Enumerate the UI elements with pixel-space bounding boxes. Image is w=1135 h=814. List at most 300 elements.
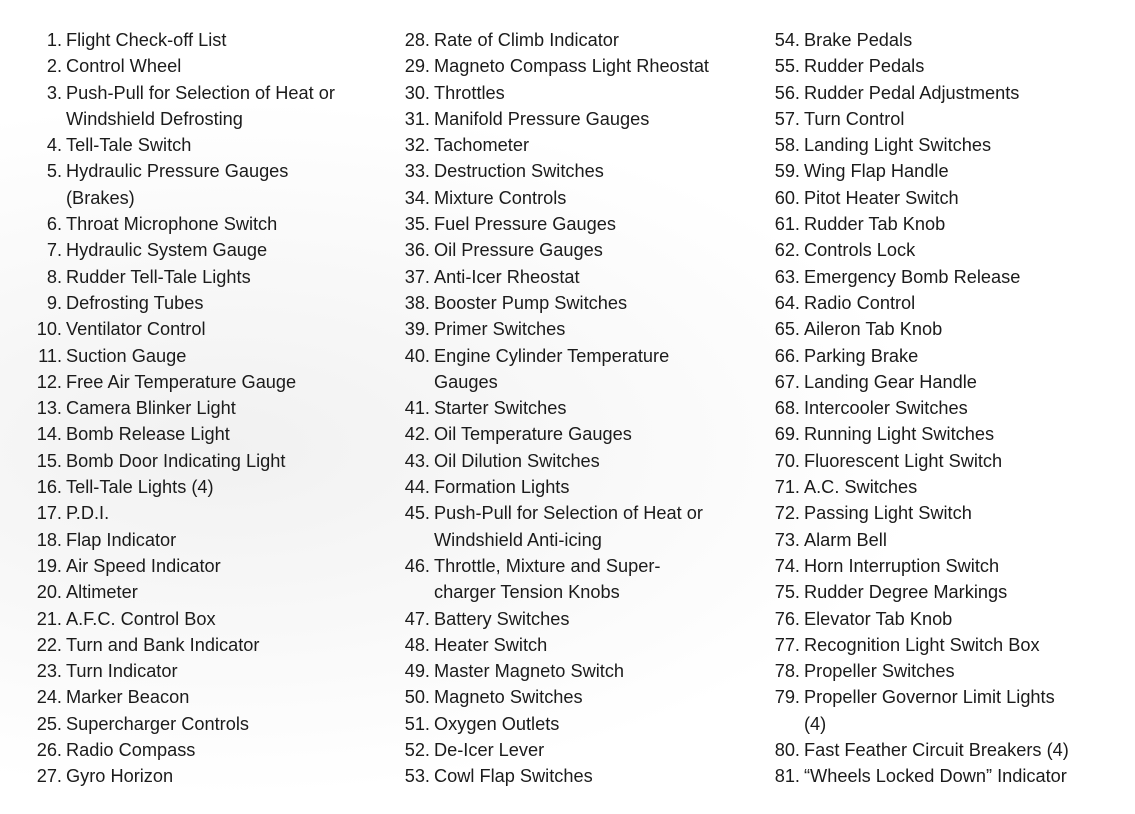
legend-item-number: 26.: [36, 740, 62, 761]
legend-item-label-line: Fluorescent Light Switch: [804, 450, 1003, 471]
legend-item-number: 42.: [404, 424, 430, 445]
legend-item: [22, 421, 382, 447]
legend-item-number: 38.: [404, 292, 430, 313]
legend-item: [760, 369, 1130, 395]
legend-item-label: [434, 500, 703, 553]
legend-item: [760, 421, 1130, 447]
legend-item: [390, 237, 755, 263]
legend-item-label-line: Radio Compass: [66, 740, 196, 761]
legend-item: [390, 763, 755, 789]
legend-item-number: 78.: [774, 661, 800, 682]
legend-item-label: [66, 343, 186, 369]
legend-item-label-line: Marker Beacon: [66, 687, 190, 708]
legend-item-label-line: Propeller Switches: [804, 661, 955, 682]
legend-item-label: [804, 211, 945, 237]
legend-item-number: 37.: [404, 266, 430, 287]
legend-item-number: 57.: [774, 108, 800, 129]
legend-item: [390, 395, 755, 421]
legend-item-label: [434, 316, 565, 342]
legend-item-label: [804, 369, 977, 395]
legend-item-label-line: Throttle, Mixture and Super-: [434, 555, 661, 576]
legend-item-label-line: Starter Switches: [434, 398, 567, 419]
legend-item-label: [66, 553, 221, 579]
legend-item-number: 8.: [46, 266, 62, 287]
legend-item-label: [434, 27, 619, 53]
legend-item-label-line: Tell-Tale Lights (4): [66, 477, 214, 498]
legend-item-label: [434, 53, 709, 79]
legend-item-number: 25.: [36, 713, 62, 734]
legend-item: [22, 158, 382, 211]
legend-item-label: [66, 53, 181, 79]
legend-item-number: 31.: [404, 108, 430, 129]
legend-item-number: 7.: [46, 240, 62, 261]
legend-item: [22, 553, 382, 579]
legend-item-label-line: Landing Light Switches: [804, 135, 992, 156]
legend-item-label: [434, 158, 604, 184]
legend-item-number: 20.: [36, 582, 62, 603]
legend-item: [22, 658, 382, 684]
legend-item-number: 50.: [404, 687, 430, 708]
legend-item-label: [804, 343, 918, 369]
legend-item-label: [804, 106, 904, 132]
legend-item-number: 17.: [36, 503, 62, 524]
legend-item-label-line: Aileron Tab Knob: [804, 319, 943, 340]
legend-item-number: 39.: [404, 319, 430, 340]
legend-item-label-line: Mixture Controls: [434, 187, 567, 208]
legend-item: [760, 632, 1130, 658]
legend-item-label: [434, 632, 547, 658]
legend-item-label: [804, 27, 912, 53]
legend-item-number: 71.: [774, 477, 800, 498]
legend-item-number: 45.: [404, 503, 430, 524]
legend-item-label: [434, 395, 566, 421]
legend-item-number: 36.: [404, 240, 430, 261]
legend-item: [390, 106, 755, 132]
legend-item-label: [434, 606, 569, 632]
legend-item-label: [434, 763, 593, 789]
legend-item-label-line: Rudder Tab Knob: [804, 214, 946, 235]
legend-item-number: 52.: [404, 740, 430, 761]
legend-item-label-line: Horn Interruption Switch: [804, 555, 1000, 576]
legend-item-label-line: Cowl Flap Switches: [434, 766, 593, 787]
legend-item-number: 43.: [404, 450, 430, 471]
legend-item: [390, 264, 755, 290]
legend-item-number: 33.: [404, 161, 430, 182]
legend-item: [760, 106, 1130, 132]
legend-item-label-line: Rate of Climb Indicator: [434, 30, 619, 50]
legend-item-label-line: Hydraulic System Gauge: [66, 240, 268, 261]
legend-item-label-line: Brake Pedals: [804, 30, 913, 50]
legend-item-number: 4.: [46, 135, 62, 156]
legend-item-number: 59.: [774, 161, 800, 182]
legend-item-number: 51.: [404, 713, 430, 734]
legend-item-label: [66, 474, 214, 500]
legend-item-number: 29.: [404, 56, 430, 77]
legend-item-label-line: (4): [804, 713, 827, 734]
legend-item-label-line: Battery Switches: [434, 608, 570, 629]
legend-item-label-line: Booster Pump Switches: [434, 292, 628, 313]
legend-item-label: [66, 737, 195, 763]
legend-item-label-line: Throat Microphone Switch: [66, 214, 278, 235]
legend-item: [22, 27, 382, 53]
legend-item-label: [434, 448, 600, 474]
legend-item-label: [66, 632, 259, 658]
legend-item: [760, 395, 1130, 421]
legend-item-label: [434, 80, 505, 106]
legend-item-number: 2.: [46, 56, 62, 77]
legend-item-label: [434, 711, 559, 737]
legend-item: [390, 684, 755, 710]
legend-item-label-line: Magneto Compass Light Rheostat: [434, 56, 709, 77]
legend-item: [22, 211, 382, 237]
legend-item-number: 61.: [774, 214, 800, 235]
legend-item-label-line: Elevator Tab Knob: [804, 608, 953, 629]
legend-item-label-line: A.F.C. Control Box: [66, 608, 216, 629]
legend-item: [22, 579, 382, 605]
legend-column-2: [390, 27, 755, 790]
legend-item: [390, 132, 755, 158]
legend-item-label-line: Destruction Switches: [434, 161, 604, 182]
legend-item: [390, 158, 755, 184]
legend-item-number: 77.: [774, 634, 800, 655]
legend-item-label: [804, 500, 972, 526]
legend-item-label: [66, 527, 176, 553]
legend-item: [22, 316, 382, 342]
legend-item-number: 68.: [774, 398, 800, 419]
legend-item-number: 5.: [46, 161, 62, 182]
legend-item-label-line: Altimeter: [66, 582, 138, 603]
legend-item-label: [434, 132, 529, 158]
legend-item-label: [804, 684, 1055, 737]
legend-item-label: [804, 290, 915, 316]
legend-item-label-line: Control Wheel: [66, 56, 182, 77]
legend-item-label-line: Rudder Tell-Tale Lights: [66, 266, 251, 287]
legend-item-label-line: Radio Control: [804, 292, 916, 313]
legend-item-number: 73.: [774, 529, 800, 550]
legend-item-number: 76.: [774, 608, 800, 629]
legend-item-number: 75.: [774, 582, 800, 603]
legend-item: [22, 500, 382, 526]
legend-item: [22, 684, 382, 710]
legend-item-label-line: “Wheels Locked Down” Indicator: [804, 766, 1067, 787]
legend-item-label: [66, 606, 216, 632]
legend-item-label: [804, 448, 1002, 474]
legend-item: [22, 763, 382, 789]
legend-item-number: 6.: [46, 214, 62, 235]
legend-item-number: 23.: [36, 661, 62, 682]
legend-item-number: 14.: [36, 424, 62, 445]
legend-item: [22, 369, 382, 395]
legend-item: [760, 80, 1130, 106]
legend-item-label: [804, 395, 968, 421]
legend-item-number: 32.: [404, 135, 430, 156]
legend-item-label-line: Rudder Degree Markings: [804, 582, 1008, 603]
legend-item-label: [804, 237, 915, 263]
legend-item-label-line: Suction Gauge: [66, 345, 187, 366]
legend-item-label: [66, 395, 236, 421]
legend-item: [760, 606, 1130, 632]
legend-item: [22, 711, 382, 737]
legend-item: [390, 211, 755, 237]
legend-item-number: 47.: [404, 608, 430, 629]
legend-item: [760, 684, 1130, 737]
legend-item-number: 80.: [774, 740, 800, 761]
legend-item-number: 12.: [36, 371, 62, 392]
legend-item-label-line: Passing Light Switch: [804, 503, 972, 524]
legend-item-number: 15.: [36, 450, 62, 471]
legend-item-label: [66, 711, 249, 737]
legend-item-label: [66, 132, 191, 158]
legend-item-label-line: Throttles: [434, 82, 505, 103]
legend-item-number: 49.: [404, 661, 430, 682]
legend-item-label: [66, 421, 230, 447]
legend-item: [390, 53, 755, 79]
legend-item: [390, 474, 755, 500]
legend-item-number: 62.: [774, 240, 800, 261]
legend-item: [760, 763, 1130, 789]
legend-item-number: 41.: [404, 398, 430, 419]
legend-item-number: 58.: [774, 135, 800, 156]
legend-item-label-line: Primer Switches: [434, 319, 566, 340]
legend-item-number: 35.: [404, 214, 430, 235]
legend-item-label: [804, 527, 887, 553]
legend-item-label-line: Turn Indicator: [66, 661, 178, 682]
legend-item-number: 64.: [774, 292, 800, 313]
legend-item-label-line: Turn and Bank Indicator: [66, 634, 260, 655]
legend-item-label-line: Rudder Pedals: [804, 56, 925, 77]
legend-item-label-line: Rudder Pedal Adjustments: [804, 82, 1020, 103]
legend-item: [760, 158, 1130, 184]
legend-item-label-line: Tachometer: [434, 135, 530, 156]
legend-item: [760, 132, 1130, 158]
legend-item: [760, 527, 1130, 553]
legend-item: [22, 606, 382, 632]
legend-item-label-line: Air Speed Indicator: [66, 555, 221, 576]
legend-item-number: 16.: [36, 477, 62, 498]
legend-item: [760, 658, 1130, 684]
legend-item-label-line: Anti-Icer Rheostat: [434, 266, 580, 287]
legend-column-1: [22, 27, 382, 790]
legend-item-label-line: Oil Dilution Switches: [434, 450, 600, 471]
legend-item-label: [804, 80, 1019, 106]
legend-item-label: [434, 237, 603, 263]
legend-item-label: [66, 579, 138, 605]
legend-item-label-line: Controls Lock: [804, 240, 916, 261]
legend-item: [22, 632, 382, 658]
legend-item-number: 44.: [404, 477, 430, 498]
legend-item-number: 81.: [774, 766, 800, 787]
legend-item-label: [66, 237, 267, 263]
legend-item-number: 79.: [774, 687, 800, 708]
legend-item: [760, 185, 1130, 211]
legend-item-label-line: Fast Feather Circuit Breakers (4): [804, 740, 1069, 761]
legend-item: [390, 80, 755, 106]
legend-item-label-line: Engine Cylinder Temperature: [434, 345, 670, 366]
legend-item-label-line: A.C. Switches: [804, 477, 918, 498]
legend-item-label-line: Parking Brake: [804, 345, 919, 366]
legend-item-number: 3.: [46, 82, 62, 103]
legend-item-label: [804, 632, 1040, 658]
legend-item-number: 48.: [404, 634, 430, 655]
legend-item-number: 19.: [36, 555, 62, 576]
legend-item-label: [66, 158, 288, 211]
legend-item-label: [804, 132, 991, 158]
legend-item: [22, 132, 382, 158]
legend-item-label: [66, 27, 226, 53]
legend-item-label: [804, 316, 942, 342]
legend-item-label-line: Supercharger Controls: [66, 713, 249, 734]
legend-item: [22, 53, 382, 79]
legend-item-label: [434, 185, 566, 211]
legend-item: [390, 316, 755, 342]
legend-item-label: [66, 684, 189, 710]
legend-item-label: [66, 448, 285, 474]
legend-item-label-line: De-Icer Lever: [434, 740, 545, 761]
legend-item-label: [434, 737, 544, 763]
legend-item-number: 30.: [404, 82, 430, 103]
legend-item: [760, 264, 1130, 290]
legend-item-number: 1.: [46, 30, 62, 50]
legend-item-label-line: Propeller Governor Limit Lights: [804, 687, 1055, 708]
legend-item-label-line: Tell-Tale Switch: [66, 135, 192, 156]
legend-item-label-line: Pitot Heater Switch: [804, 187, 959, 208]
legend-item: [390, 632, 755, 658]
legend-item-label-line: Wing Flap Handle: [804, 161, 949, 182]
legend-item: [760, 316, 1130, 342]
legend-item-number: 54.: [774, 30, 800, 50]
legend-item-label: [66, 290, 204, 316]
legend-item-label-line: charger Tension Knobs: [434, 582, 620, 603]
legend-item-label-line: Free Air Temperature Gauge: [66, 371, 297, 392]
legend-item-label: [434, 264, 580, 290]
legend-item: [760, 237, 1130, 263]
legend-item-number: 24.: [36, 687, 62, 708]
legend-item: [22, 80, 382, 133]
legend-item: [760, 500, 1130, 526]
legend-item: [760, 53, 1130, 79]
legend-item-label-line: Gauges: [434, 371, 498, 392]
legend-item-label: [434, 553, 660, 606]
legend-item-number: 34.: [404, 187, 430, 208]
legend-item-label: [804, 158, 949, 184]
legend-item-label: [804, 658, 955, 684]
legend-item: [760, 737, 1130, 763]
legend-item: [22, 448, 382, 474]
legend-item: [760, 474, 1130, 500]
legend-item: [390, 737, 755, 763]
legend-item-label: [804, 264, 1020, 290]
legend-item-label: [66, 658, 178, 684]
legend-item-number: 40.: [404, 345, 430, 366]
legend-item: [22, 290, 382, 316]
legend-item-label: [66, 763, 173, 789]
legend-item-label-line: Ventilator Control: [66, 319, 206, 340]
legend-item-number: 74.: [774, 555, 800, 576]
legend-item-number: 11.: [38, 345, 62, 366]
legend-item-label-line: Heater Switch: [434, 634, 548, 655]
legend-item: [760, 27, 1130, 53]
legend-item-label: [66, 316, 206, 342]
legend-item-number: 56.: [774, 82, 800, 103]
legend-item-label: [804, 553, 999, 579]
legend-item-label: [804, 606, 952, 632]
legend-item-label: [804, 579, 1007, 605]
legend-item-label: [434, 684, 583, 710]
legend-item-label-line: Master Magneto Switch: [434, 661, 625, 682]
legend-item-label-line: Camera Blinker Light: [66, 398, 236, 419]
legend-item-label-line: Flap Indicator: [66, 529, 177, 550]
legend-item-label-line: Oil Temperature Gauges: [434, 424, 632, 445]
legend-item-number: 18.: [36, 529, 62, 550]
legend-item-number: 13.: [36, 398, 62, 419]
legend-item-number: 22.: [36, 634, 62, 655]
legend-item-number: 72.: [774, 503, 800, 524]
legend-item-label: [434, 211, 616, 237]
legend-item-number: 69.: [774, 424, 800, 445]
legend-item-label-line: Alarm Bell: [804, 529, 887, 550]
legend-item: [760, 290, 1130, 316]
legend-item-number: 67.: [774, 371, 800, 392]
legend-item: [390, 606, 755, 632]
legend-item: [390, 448, 755, 474]
legend-item: [760, 343, 1130, 369]
legend-item-label: [804, 421, 994, 447]
legend-item-label: [434, 343, 669, 396]
legend-item-label: [434, 290, 627, 316]
legend-item-label-line: Running Light Switches: [804, 424, 995, 445]
legend-item-number: 10.: [36, 319, 62, 340]
legend-item-label-line: Windshield Defrosting: [66, 108, 243, 129]
legend-item: [22, 343, 382, 369]
legend-item-label: [66, 211, 277, 237]
legend-item-label: [434, 658, 624, 684]
legend-item-number: 46.: [404, 555, 430, 576]
legend-item: [390, 185, 755, 211]
legend-item-label-line: Fuel Pressure Gauges: [434, 214, 616, 235]
legend-item-label-line: Windshield Anti-icing: [434, 529, 602, 550]
legend-item: [760, 553, 1130, 579]
legend-item-label-line: Oil Pressure Gauges: [434, 240, 603, 261]
legend-item-label-line: Landing Gear Handle: [804, 371, 977, 392]
legend-item-number: 60.: [774, 187, 800, 208]
legend-item-label-line: Manifold Pressure Gauges: [434, 108, 650, 129]
legend-item-label-line: Gyro Horizon: [66, 766, 174, 787]
legend-item-label-line: Intercooler Switches: [804, 398, 968, 419]
legend-item-label: [434, 106, 649, 132]
legend-item-label-line: Push-Pull for Selection of Heat or: [434, 503, 703, 524]
legend-item-label-line: P.D.I.: [66, 503, 110, 524]
legend-item: [390, 343, 755, 396]
legend-item-label-line: Emergency Bomb Release: [804, 266, 1021, 287]
legend-item: [22, 737, 382, 763]
legend-item: [760, 211, 1130, 237]
legend-item: [390, 421, 755, 447]
legend-item-number: 53.: [404, 766, 430, 787]
legend-item-number: 27.: [36, 766, 62, 787]
legend-item: [390, 500, 755, 553]
legend-item: [390, 658, 755, 684]
legend-item-label-line: Oxygen Outlets: [434, 713, 560, 734]
legend-item-number: 65.: [774, 319, 800, 340]
legend-item-label: [804, 474, 917, 500]
legend-item-label-line: Hydraulic Pressure Gauges: [66, 161, 289, 182]
legend-item: [22, 527, 382, 553]
legend-item-label: [66, 264, 251, 290]
legend-item-label: [804, 737, 1069, 763]
legend-item-number: 70.: [774, 450, 800, 471]
legend-item: [390, 290, 755, 316]
legend-item: [22, 264, 382, 290]
